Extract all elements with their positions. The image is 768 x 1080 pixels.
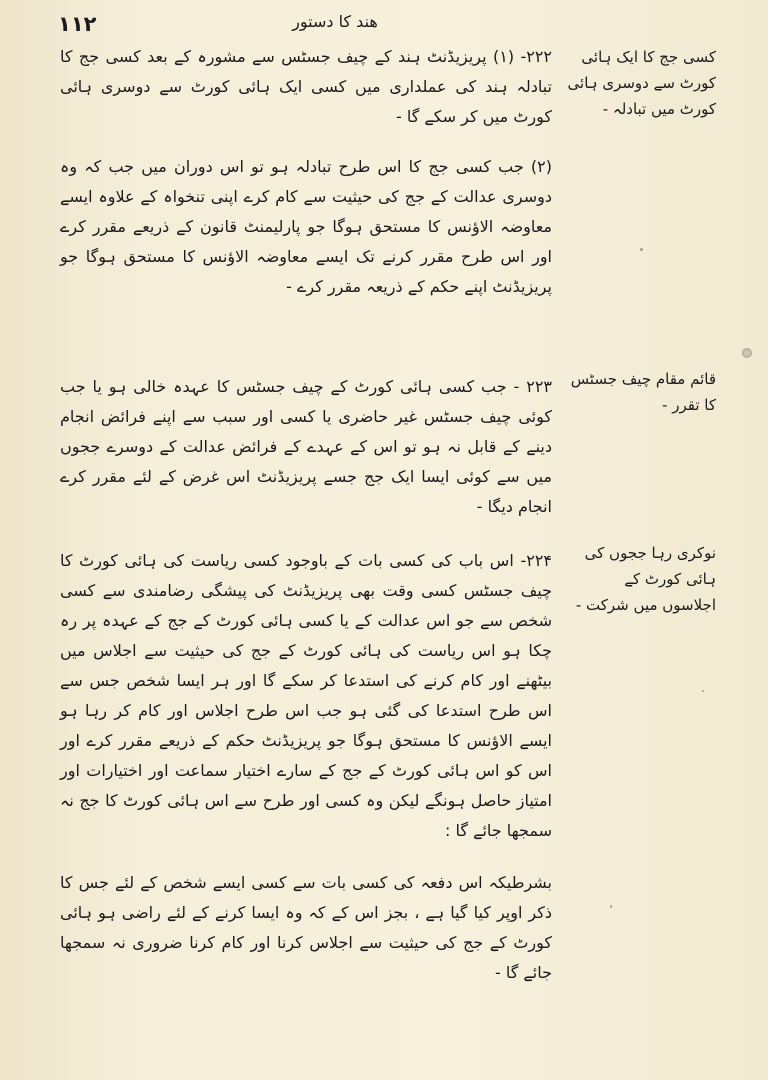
paper-speck xyxy=(610,905,612,908)
proviso-paragraph: بشرطیکہ اس دفعہ کی کسی بات سے کسی ایسے شخص کے لئے جس کا ذکر اوپر کیا گیا ہے ، بجز اس کے کہ وہ ایسا کرنے کے لئے راضی ہو ہائی کورٹ کے جج کی حیثیت سے اجلاس کرنا اور کام کرنا ضروری نہ سمجھا جائے گا - xyxy=(60,873,552,982)
paper-speck xyxy=(640,248,643,251)
section-224 xyxy=(60,546,552,988)
binding-hole xyxy=(742,348,752,358)
section-223 xyxy=(60,372,552,522)
margin-note-222: کسی جج کا ایک ہائی کورٹ سے دوسری ہائی کورٹ میں تبادلہ - xyxy=(567,48,716,118)
margin-note-224: نوکری رہا ججوں کی ہائی کورٹ کے اجلاسوں میں شرکت - xyxy=(575,544,716,614)
margin-note-223: قائم مقام چیف جسٹس کا تقرر - xyxy=(570,370,716,414)
page-number: ۱۱۲ xyxy=(58,12,97,36)
paragraph: ۲۲۳ - جب کسی ہائی کورٹ کے چیف جسٹس کا عہدہ خالی ہو یا جب کوئی چیف جسٹس غیر حاضری یا کسی اور سبب سے اپنے فرائض انجام دینے کے قابل نہ ہو تو اس کے عہدے کے فرائض عدالت کے دوسرے ججوں میں سے کوئی ایسا ایک جج جسے پریزیڈنٹ اس غرض کے لئے مقرر کرے انجام دیگا - xyxy=(60,377,552,516)
paper-speck xyxy=(702,690,704,692)
section-222 xyxy=(60,42,552,302)
running-title: هند کا دستور xyxy=(292,12,378,31)
paragraph: (۲) جب کسی جج کا اس طرح تبادلہ ہو تو اس دوران میں جب کہ وہ دوسری عدالت کے جج کی حیثیت سے کام کرے اپنی تنخواہ کے علاوہ ایسے معاوضہ الاؤنس کا مستحق ہوگا جو پارلیمنٹ قانون کے ذریعے مقرر کرے اور اس طرح مقرر کرنے تک ایسے معاوضہ الاؤنس کا مستحق ہوگا جو پریزیڈنٹ اپنے حکم کے ذریعہ مقرر کرے - xyxy=(60,157,552,296)
paragraph: ۲۲۲- (۱) پریزیڈنٹ ہند کے چیف جسٹس سے مشورہ کے بعد کسی جج کا تبادلہ ہند کی عملداری میں کسی ایک ہائی کورٹ سے دوسری ہائی کورٹ میں کر سکے گا - xyxy=(60,47,552,126)
paragraph: ۲۲۴- اس باب کی کسی بات کے باوجود کسی ریاست کی ہائی کورٹ کا چیف جسٹس کسی وقت بھی پریزیڈنٹ کی پیشگی رضامندی سے کسی شخص سے جو اس عدالت کے یا کسی ہائی کورٹ کے جج کے عہدہ پر رہ چکا ہو اس ریاست کی ہائی کورٹ کے جج کی حیثیت سے اجلاس میں بیٹھنے اور کام کرنے کی استدعا کر سکے گا اور ہر ایسا شخص جس سے اس طرح استدعا کی گئی ہو جب اس طرح اجلاس اور کام کر رہا ہو ایسے الاؤنس کا مستحق ہوگا جو پریزیڈنٹ حکم کے ذریعے مقرر کرے اور اس کو اس ہائی کورٹ کے جج کے سارے اختیار سماعت اور اختیارات اور امتیاز حاصل ہونگے لیکن وہ کسی اور طرح سے اس ہائی کورٹ کا جج نہ سمجھا جائے گا : xyxy=(60,551,552,840)
